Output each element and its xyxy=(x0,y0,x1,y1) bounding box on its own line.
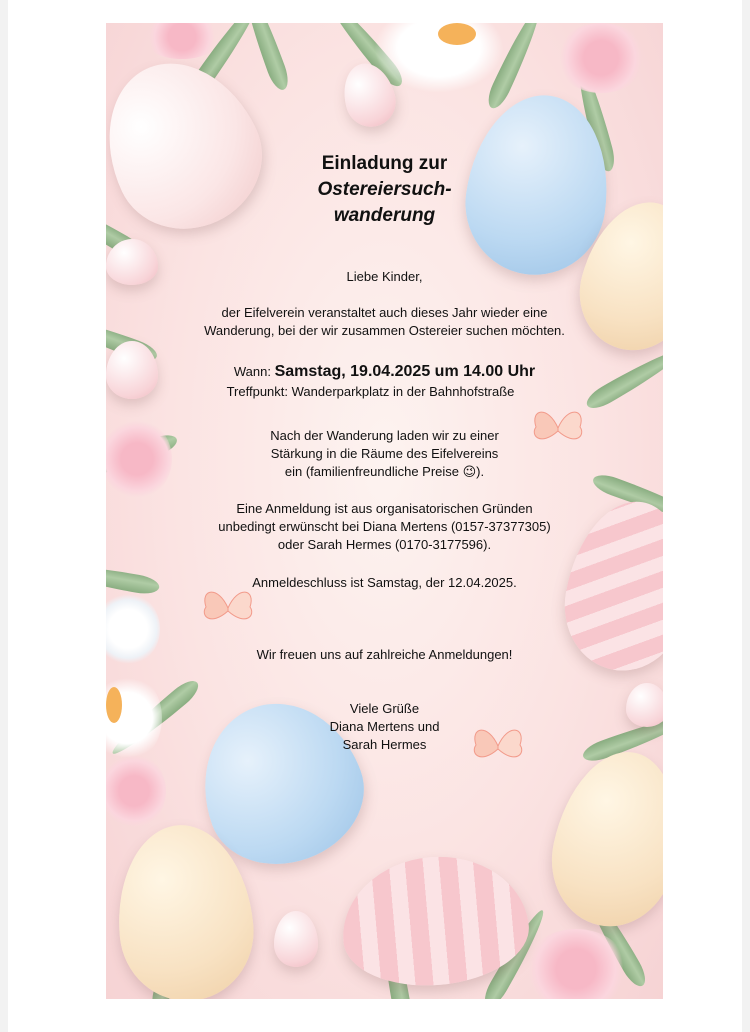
greeting: Liebe Kinder, xyxy=(346,269,423,284)
invitation-title xyxy=(106,151,663,229)
title-line: Ostereiersuch- xyxy=(317,179,452,200)
signature-line: Diana Mertens und xyxy=(329,719,440,734)
event-when xyxy=(106,360,663,384)
small-pink-egg-bottom xyxy=(274,911,318,967)
intro-paragraph xyxy=(106,304,663,340)
signature-block xyxy=(106,700,663,754)
document-page xyxy=(8,0,742,1032)
deadline: Anmeldeschluss ist Samstag, der 12.04.2025. xyxy=(252,575,517,590)
registration-line: unbedingt erwünscht bei Diana Mertens (0157-37377305) xyxy=(218,519,551,534)
registration-paragraph xyxy=(106,500,663,554)
title-line: wanderung xyxy=(333,205,436,226)
registration-line: oder Sarah Hermes (0170-3177596). xyxy=(277,537,492,552)
pink-flower-top-right xyxy=(556,23,646,93)
when-label: Wann: xyxy=(233,364,271,379)
easter-poster xyxy=(106,23,663,999)
title-line: Einladung zur xyxy=(321,153,448,174)
intro-line: Wanderung, bei der wir zusammen Ostereier suchen möchten. xyxy=(204,323,565,338)
after-line: Stärkung in die Räume des Eifelvereins xyxy=(270,446,499,461)
after-line: ein (familienfreundliche Preise 😉). xyxy=(284,464,485,479)
intro-line: der Eifelverein veranstaltet auch dieses Jahr wieder eine xyxy=(221,305,548,320)
closing-wish: Wir freuen uns auf zahlreiche Anmeldungen! xyxy=(256,647,513,662)
after-hike-paragraph xyxy=(106,427,663,481)
daisy-center xyxy=(438,23,476,45)
registration-line: Eine Anmeldung ist aus organisatorischen Gründen xyxy=(236,501,533,516)
signature-line: Viele Grüße xyxy=(349,701,420,716)
pink-flower-bottom-right xyxy=(524,929,628,999)
after-line: Nach der Wanderung laden wir zu einer xyxy=(270,428,499,443)
signature-line: Sarah Hermes xyxy=(342,737,427,752)
when-value: Samstag, 19.04.2025 um 14.00 Uhr xyxy=(274,363,536,380)
meeting-point: Treffpunkt: Wanderparkplatz in der Bahnhofstraße xyxy=(226,384,515,399)
cream-egg-bottom-right xyxy=(539,740,663,938)
pink-flower-left-bottom xyxy=(106,753,166,829)
